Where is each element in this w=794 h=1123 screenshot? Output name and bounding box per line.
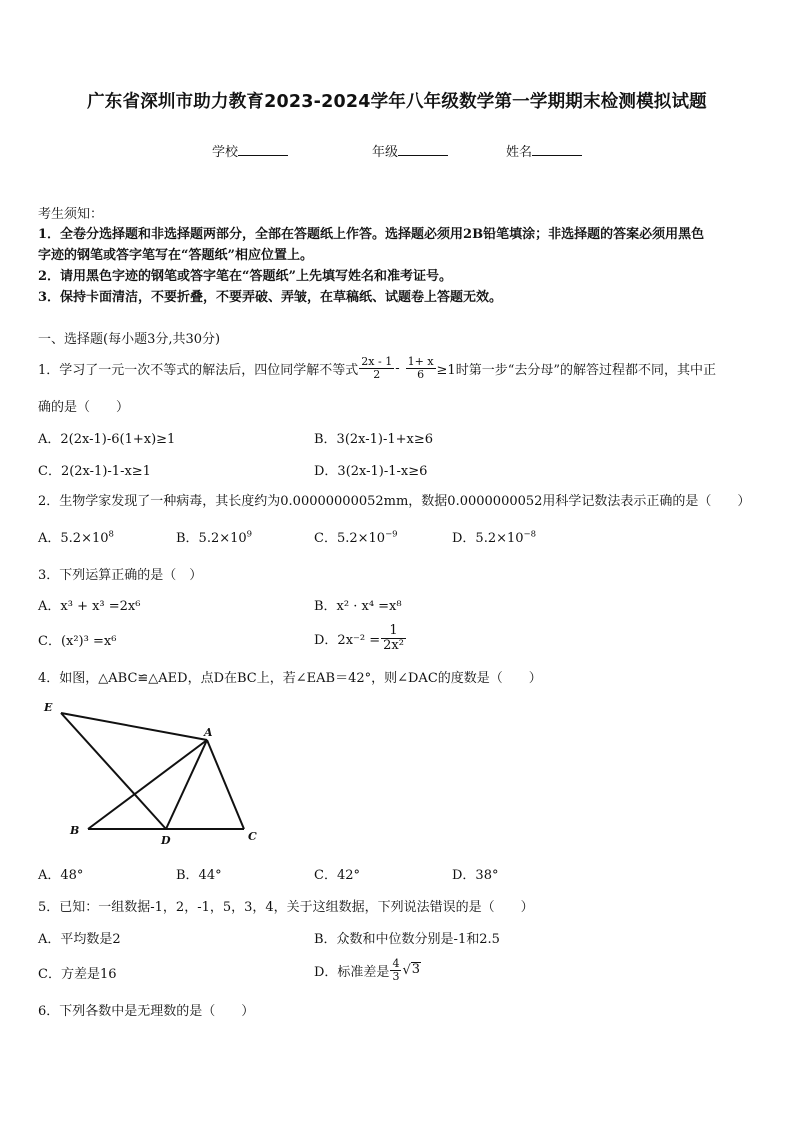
q2-c-exp: −9: [385, 529, 398, 540]
q2-c-text: C．5.2×10: [314, 531, 386, 546]
q1-fraction-1: [359, 356, 394, 380]
segment-ad: [166, 740, 207, 829]
q5-option-a[interactable]: A．平均数是2: [38, 932, 121, 947]
q5-option-d[interactable]: [314, 952, 421, 988]
q1-post: ≥1时第一步“去分母”的解答过程都不同，其中正: [436, 362, 716, 378]
grade-blank[interactable]: [398, 143, 448, 156]
q3-option-b[interactable]: B．x² · x⁴ =x⁸: [314, 599, 402, 614]
segment-ba: [88, 740, 207, 829]
figure-lines: [61, 713, 244, 829]
q5-d-fraction-num: 4: [392, 956, 400, 970]
q5-option-c[interactable]: C．方差是16: [38, 967, 117, 982]
q1-fraction-2: [406, 356, 436, 380]
q2-a-exp: 8: [108, 529, 114, 540]
q1-fraction-1-den: 2: [373, 367, 381, 381]
name-field[interactable]: [506, 141, 582, 160]
school-blank[interactable]: [238, 143, 288, 156]
q3-option-d[interactable]: [314, 618, 407, 658]
notice-item-2: 2．请用黑色字迹的钢笔或答字笔在“答题纸”上先填写姓名和准考证号。: [38, 269, 453, 284]
question-6-stem: 6．下列各数中是无理数的是（ ）: [38, 1004, 255, 1019]
q1-fraction-2-num: 1+ x: [407, 354, 434, 368]
triangle-figure: [40, 698, 270, 850]
q2-option-c[interactable]: [314, 527, 398, 546]
question-1-line2: 确的是（ ）: [38, 400, 130, 415]
sqrt-icon: √: [402, 962, 411, 978]
q1-option-d[interactable]: D．3(2x-1)-1-x≥6: [314, 464, 428, 479]
q4-option-a[interactable]: A．48°: [38, 868, 84, 883]
q2-option-b[interactable]: [176, 527, 252, 546]
q1-option-c[interactable]: C．2(2x-1)-1-x≥1: [38, 464, 151, 479]
q5-option-b[interactable]: B．众数和中位数分别是-1和2.5: [314, 932, 500, 947]
q2-option-a[interactable]: [38, 527, 114, 546]
q5-d-text: D．标准差是: [314, 964, 390, 980]
notice-item-1: 1．全卷分选择题和非选择题两部分，全部在答题纸上作答。选择题必须用2B铅笔填涂；非选择题的答案必须用黑色: [38, 227, 705, 242]
section-heading: 一、选择题(每小题3分,共30分): [38, 332, 221, 347]
grade-label: 年级: [372, 145, 399, 160]
q2-d-exp: −8: [523, 529, 537, 540]
q1-minus: -: [395, 360, 400, 376]
name-label: 姓名: [506, 145, 533, 160]
q2-d-text: D．5.2×10: [452, 531, 524, 546]
q5-d-fraction-den: 3: [392, 969, 400, 983]
q2-b-exp: 9: [246, 529, 253, 540]
q1-fraction-2-den: 6: [417, 367, 425, 381]
q1-option-a[interactable]: A．2(2x-1)-6(1+x)≥1: [38, 432, 176, 447]
q3-option-a[interactable]: A．x³ + x³ =2x⁶: [38, 599, 141, 614]
q2-b-text: B．5.2×10: [176, 531, 247, 546]
q3-d-fraction-den: 2x²: [383, 637, 404, 653]
question-4-stem: 4．如图，△ABC≌△AED，点D在BC上，若∠EAB＝42°，则∠DAC的度数是（ ）: [38, 671, 542, 686]
q1-pre: 1．学习了一元一次不等式的解法后，四位同学解不等式: [38, 362, 359, 378]
q1-fraction-1-num: 2x - 1: [361, 354, 393, 368]
q3-d-fraction-num: 1: [381, 624, 406, 639]
q3-d-text: D．2x⁻² =: [314, 632, 381, 648]
segment-ac: [207, 740, 244, 829]
grade-field[interactable]: [372, 141, 448, 160]
label-e: E: [44, 701, 53, 714]
q2-a-text: A．5.2×10: [38, 531, 109, 546]
name-blank[interactable]: [532, 143, 582, 156]
school-label: 学校: [212, 145, 239, 160]
label-b: B: [70, 824, 80, 837]
q4-option-c[interactable]: C．42°: [314, 868, 360, 883]
q3-d-fraction: [381, 624, 406, 652]
q4-option-b[interactable]: B．44°: [176, 868, 222, 883]
q2-option-d[interactable]: [452, 527, 536, 546]
question-2-stem: 2．生物学家发现了一种病毒，其长度约为0.00000000052mm，数据0.0000000052用科学记数法表示正确的是（ ）: [38, 494, 751, 509]
page-title: 广东省深圳市助力教育2023-2024学年八年级数学第一学期期末检测模拟试题: [87, 92, 707, 112]
notice-heading: 考生须知：: [38, 207, 104, 222]
q3-option-c[interactable]: C．(x²)³ =x⁶: [38, 634, 117, 649]
question-1-stem: [38, 351, 716, 385]
question-5-stem: 5．已知：一组数据-1，2，-1，5，3，4，关于这组数据，下列说法错误的是（ ）: [38, 900, 534, 915]
school-field[interactable]: [212, 141, 288, 160]
q4-option-d[interactable]: D．38°: [452, 868, 499, 883]
question-3-stem: 3．下列运算正确的是（ ）: [38, 568, 203, 583]
label-a: A: [204, 726, 213, 739]
notice-item-3: 3．保持卡面清洁，不要折叠，不要弄破、弄皱，在草稿纸、试题卷上答题无效。: [38, 290, 503, 305]
q5-d-fraction: [390, 958, 401, 982]
q5-d-radicand: 3: [411, 962, 421, 978]
label-d: D: [161, 834, 171, 847]
notice-item-1-cont: 字迹的钢笔或答字笔写在“答题纸”相应位置上。: [38, 248, 313, 263]
q1-option-b[interactable]: B．3(2x-1)-1+x≥6: [314, 432, 434, 447]
label-c: C: [248, 830, 257, 843]
